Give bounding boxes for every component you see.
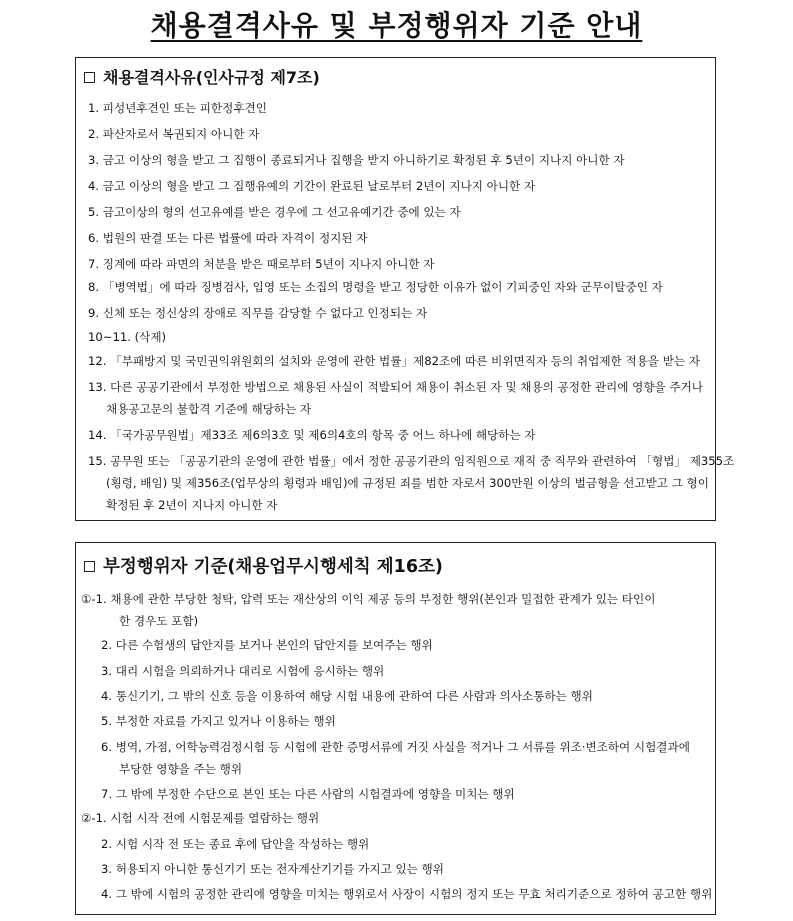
list-item: 7. 그 밖에 부정한 수단으로 본인 또는 다른 사람의 시험결과에 영향을 미치는 행위	[101, 787, 515, 801]
section-heading: 채용결격사유(인사규정 제7조)	[84, 67, 320, 89]
list-item: 8. 「병역법」에 따라 징병검사, 입영 또는 소집의 명령을 받고 정당한 이유가 없이 기피중인 자와 군무이탈중인 자	[88, 280, 663, 294]
checkbox-square-icon	[84, 561, 95, 572]
list-item: 6. 병역, 가점, 어학능력검정시험 등 시험에 관한 증명서류에 거짓 사실을 적거나 그 서류를 위조·변조하여 시험결과에 부당한 영향을 주는 행위	[101, 740, 690, 776]
list-item: 6. 법원의 판결 또는 다른 법률에 따라 자격이 정지된 자	[88, 231, 368, 245]
checkbox-square-icon	[84, 72, 95, 83]
misconduct-section	[75, 542, 716, 915]
list-item: 7. 징계에 따라 파면의 처분을 받은 때로부터 5년이 지나지 아니한 자	[88, 257, 435, 271]
list-item: 2. 파산자로서 복권되지 아니한 자	[88, 127, 260, 141]
section-heading: 부정행위자 기준(채용업무시행세칙 제16조)	[84, 556, 443, 578]
list-item: ②-1. 시험 시작 전에 시험문제를 열람하는 행위	[81, 811, 320, 825]
list-item: 14. 「국가공무원법」제33조 제6의3호 및 제6의4호의 항목 중 어느 하나에 해당하는 자	[88, 428, 536, 442]
list-item: 5. 금고이상의 형의 선고유예를 받은 경우에 그 선고유예기간 중에 있는 자	[88, 205, 461, 219]
list-item: 2. 다른 수험생의 답안지를 보거나 본인의 답안지를 보여주는 행위	[101, 638, 433, 652]
list-item: 2. 시험 시작 전 또는 종료 후에 답안을 작성하는 행위	[101, 837, 370, 851]
list-item: 5. 부정한 자료를 가지고 있거나 이용하는 행위	[101, 714, 336, 728]
list-item: 1. 피성년후견인 또는 피한정후견인	[88, 101, 267, 115]
list-item: 4. 통신기기, 그 밖의 신호 등을 이용하여 해당 시험 내용에 관하여 다른 사람과 의사소통하는 행위	[101, 689, 593, 703]
list-item: 4. 그 밖에 시험의 공정한 관리에 영향을 미치는 행위로서 사장이 시험의 정지 또는 무효 처리기준으로 정하여 공고한 행위	[101, 887, 713, 901]
list-item: 4. 금고 이상의 형을 받고 그 집행유예의 기간이 완료된 날로부터 2년이 지나지 아니한 자	[88, 179, 536, 193]
list-item: 13. 다른 공공기관에서 부정한 방법으로 채용된 사실이 적발되어 채용이 취소된 자 및 채용의 공정한 관리에 영향을 주거나 채용공고문의 불합격 기준에 해당하는 자	[88, 380, 704, 416]
list-item: 3. 금고 이상의 형을 받고 그 집행이 종료되거나 집행을 받지 아니하기로 확정된 후 5년이 지나지 아니한 자	[88, 153, 625, 167]
list-item: 3. 허용되지 아니한 통신기기 또는 전자계산기기를 가지고 있는 행위	[101, 862, 444, 876]
disqualification-section	[75, 57, 735, 521]
list-item: ①-1. 채용에 관한 부당한 청탁, 압력 또는 재산상의 이익 제공 등의 부정한 행위(본인과 밀접한 관계가 있는 타인이 한 경우도 포함)	[81, 592, 656, 628]
list-item: 3. 대리 시험을 의뢰하거나 대리로 시험에 응시하는 행위	[101, 664, 385, 678]
list-item: 12. 「부패방지 및 국민권익위원회의 설치와 운영에 관한 법률」제82조에 따른 비위면직자 등의 취업제한 적용을 받는 자	[88, 354, 700, 368]
list-item: 15. 공무원 또는 「공공기관의 운영에 관한 법률」에서 정한 공공기관의 임직원으로 재직 중 직무와 관련하여 「형법」 제355조 (횡령, 배임) 및 제356조(업무상의 횡령과 배임)에 규정된 죄를 범한 자로서 300만원 이상의 벌금형을 선고받고 그 형이 확정된 후 2년이 지나지 아니한 자	[88, 454, 735, 512]
list-item: 9. 신체 또는 정신상의 장애로 직무를 감당할 수 없다고 인정되는 자	[88, 306, 428, 320]
list-item: 10~11. (삭제)	[88, 330, 167, 344]
document-title: 채용결격사유 및 부정행위자 기준 안내	[150, 9, 643, 42]
